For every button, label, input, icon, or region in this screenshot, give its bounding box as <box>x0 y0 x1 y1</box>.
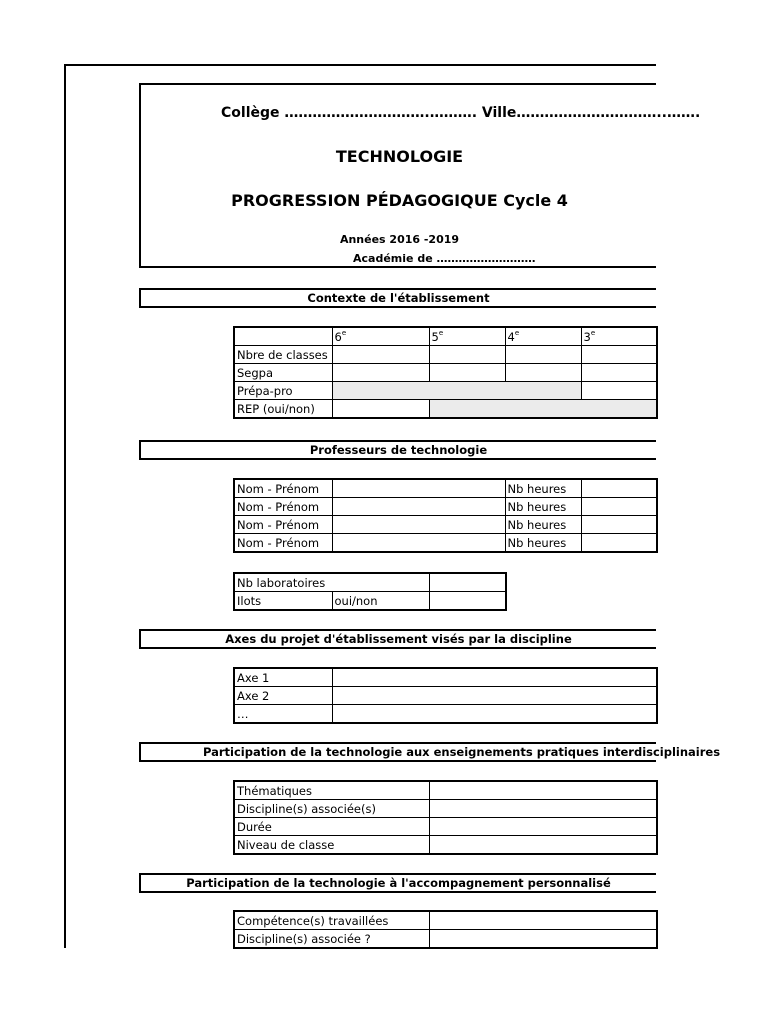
name-input[interactable] <box>332 534 505 553</box>
table-row <box>234 534 657 553</box>
level-5-header: 5e <box>429 327 505 346</box>
input-cell[interactable] <box>505 364 581 382</box>
name-label: Nom - Prénom <box>234 498 332 516</box>
level-4-header: 4e <box>505 327 581 346</box>
name-label: Nom - Prénom <box>234 516 332 534</box>
epi-input[interactable] <box>429 800 657 818</box>
table-row <box>234 346 657 364</box>
table-row <box>234 516 657 534</box>
hours-input[interactable] <box>581 498 657 516</box>
hours-label: Nb heures <box>505 516 581 534</box>
axis-label: … <box>234 705 332 724</box>
table-row <box>234 400 657 419</box>
ap-label: Compétence(s) travaillées <box>234 911 429 930</box>
ap-table <box>233 910 658 949</box>
academy-line: Académie de ……………………… <box>353 252 536 265</box>
level-6-header: 6e <box>332 327 429 346</box>
labs-table <box>233 572 507 611</box>
name-label: Nom - Prénom <box>234 534 332 553</box>
hours-input[interactable] <box>581 534 657 553</box>
table-row <box>234 592 506 611</box>
table-row <box>234 705 657 724</box>
input-cell[interactable] <box>332 400 429 419</box>
page-border-left <box>64 64 66 948</box>
table-row <box>234 687 657 705</box>
table-row <box>234 498 657 516</box>
level-3-header: 3e <box>581 327 657 346</box>
labs-label: Nb laboratoires <box>234 573 429 592</box>
hours-label: Nb heures <box>505 498 581 516</box>
hours-input[interactable] <box>581 516 657 534</box>
input-cell[interactable] <box>581 382 657 400</box>
input-cell[interactable] <box>581 364 657 382</box>
ap-label: Discipline(s) associée ? <box>234 930 429 949</box>
axis-input[interactable] <box>332 668 657 687</box>
table-row <box>234 479 657 498</box>
table-row <box>234 930 657 949</box>
page-border-top <box>64 64 656 66</box>
input-cell[interactable] <box>332 364 429 382</box>
row-label: REP (oui/non) <box>234 400 332 419</box>
axis-input[interactable] <box>332 705 657 724</box>
epi-label: Discipline(s) associée(s) <box>234 800 429 818</box>
hours-label: Nb heures <box>505 534 581 553</box>
input-cell[interactable] <box>429 346 505 364</box>
college-line: Collège ………………………….………. Ville…………………………..……. <box>221 105 701 121</box>
table-row <box>234 818 657 836</box>
epi-label: Thématiques <box>234 781 429 800</box>
epi-label: Durée <box>234 818 429 836</box>
axes-table <box>233 667 658 724</box>
section-context-heading: Contexte de l'établissement <box>139 288 656 308</box>
name-label: Nom - Prénom <box>234 479 332 498</box>
labs-input[interactable] <box>429 573 506 592</box>
epi-table <box>233 780 658 855</box>
table-row <box>234 382 657 400</box>
epi-input[interactable] <box>429 836 657 855</box>
ap-input[interactable] <box>429 930 657 949</box>
subject-title: TECHNOLOGIE <box>335 147 464 166</box>
disabled-cell <box>332 382 581 400</box>
teachers-table <box>233 478 658 553</box>
table-row <box>234 836 657 855</box>
input-cell[interactable] <box>581 346 657 364</box>
row-label: Segpa <box>234 364 332 382</box>
table-row <box>234 781 657 800</box>
axis-input[interactable] <box>332 687 657 705</box>
ilots-options: oui/non <box>332 592 429 611</box>
context-table <box>233 326 658 419</box>
section-epi-heading: Participation de la technologie aux enseignements pratiques interdisciplinaires <box>139 742 656 762</box>
ilots-label: Ilots <box>234 592 332 611</box>
name-input[interactable] <box>332 498 505 516</box>
table-row <box>234 364 657 382</box>
table-row <box>234 911 657 930</box>
input-cell[interactable] <box>332 346 429 364</box>
input-cell[interactable] <box>505 346 581 364</box>
row-label: Nbre de classes <box>234 346 332 364</box>
row-label: Prépa-pro <box>234 382 332 400</box>
ilots-input[interactable] <box>429 592 506 611</box>
epi-label: Niveau de classe <box>234 836 429 855</box>
table-row <box>234 800 657 818</box>
table-row <box>234 327 657 346</box>
input-cell[interactable] <box>429 364 505 382</box>
section-ap-heading: Participation de la technologie à l'accompagnement personnalisé <box>139 873 656 893</box>
ap-input[interactable] <box>429 911 657 930</box>
years-line: Années 2016 -2019 <box>339 233 460 246</box>
hours-input[interactable] <box>581 479 657 498</box>
section-axes-heading: Axes du projet d'établissement visés par la discipline <box>139 629 656 649</box>
axis-label: Axe 2 <box>234 687 332 705</box>
epi-input[interactable] <box>429 781 657 800</box>
document-title: PROGRESSION PÉDAGOGIQUE Cycle 4 <box>231 191 568 210</box>
name-input[interactable] <box>332 479 505 498</box>
table-row <box>234 573 506 592</box>
name-input[interactable] <box>332 516 505 534</box>
disabled-cell <box>429 400 657 419</box>
table-cell <box>234 327 332 346</box>
header-box <box>139 83 701 268</box>
section-teachers-heading: Professeurs de technologie <box>139 440 656 460</box>
table-row <box>234 668 657 687</box>
hours-label: Nb heures <box>505 479 581 498</box>
axis-label: Axe 1 <box>234 668 332 687</box>
epi-input[interactable] <box>429 818 657 836</box>
